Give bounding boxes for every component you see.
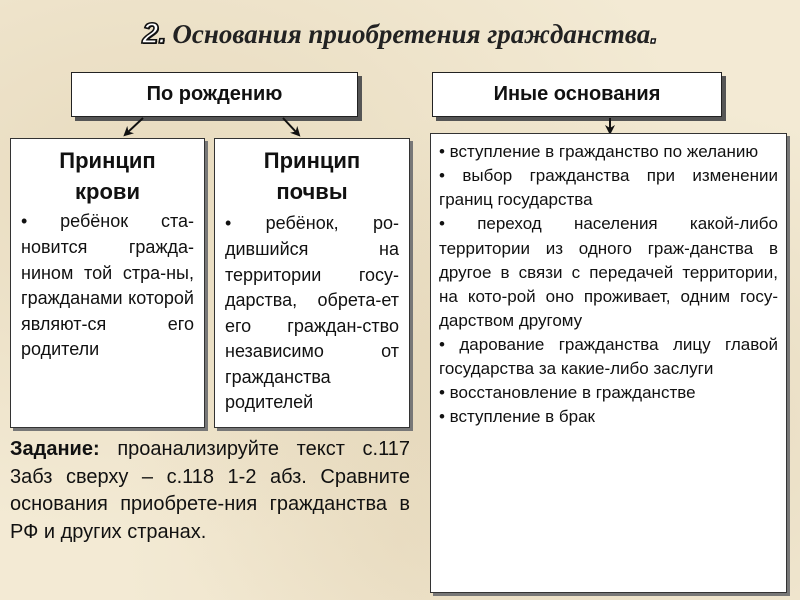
soil-principle-title	[225, 145, 399, 207]
arrow-to-blood	[127, 118, 143, 133]
other-ground-item: • выбор гражданства при изменении границ государства	[439, 166, 778, 210]
other-ground-item: • восстановление в гражданстве	[439, 383, 696, 403]
soil-title-line1: Принцип	[263, 148, 361, 173]
other-ground-item: • дарование гражданства лицу главой государства за какие-либо заслуги	[439, 335, 778, 379]
title-end: .	[650, 19, 658, 49]
other-ground-item: • переход населения какой-либо территории из одного граж-данства в другое в связи с передачей территории, на кото-рой оно проживает, одним госу-дарством другому	[439, 214, 778, 330]
soil-principle-text: • ребёнок, ро-дившийся на территории госу-дарства, обрета-ет его граждан-ство независимо от гражданства родителей	[225, 213, 399, 413]
other-grounds-list	[439, 140, 778, 430]
other-grounds-box	[430, 133, 787, 593]
soil-principle-box	[214, 138, 410, 428]
soil-title-line2: почвы	[276, 179, 348, 205]
blood-principle-text: • ребёнок ста-новится гражда-нином той стра-ны, гражданами которой являют-ся его родители	[21, 211, 194, 360]
arrow-to-soil	[283, 118, 297, 133]
title-number: 2.	[142, 18, 167, 50]
other-ground-item: • вступление в брак	[439, 407, 595, 427]
blood-principle-box	[10, 138, 205, 428]
blood-principle-title	[21, 145, 194, 207]
task-text	[10, 436, 410, 546]
blood-title-line1: Принцип	[59, 148, 156, 173]
task-body: проанализируйте текст с.117 3абз сверху – с.118 1-2 абз. Сравните основания приобрете-ния гражданства в РФ и других странах.	[10, 438, 410, 543]
blood-title-line2: крови	[75, 179, 140, 205]
header-other-label: Иные основания	[493, 83, 661, 105]
task-label: Задание:	[10, 438, 100, 460]
title-text: Основания приобретения гражданства	[172, 19, 651, 49]
header-by-birth-label: По рождению	[146, 83, 283, 105]
other-ground-item: • вступление в гражданство по желанию	[439, 142, 759, 161]
